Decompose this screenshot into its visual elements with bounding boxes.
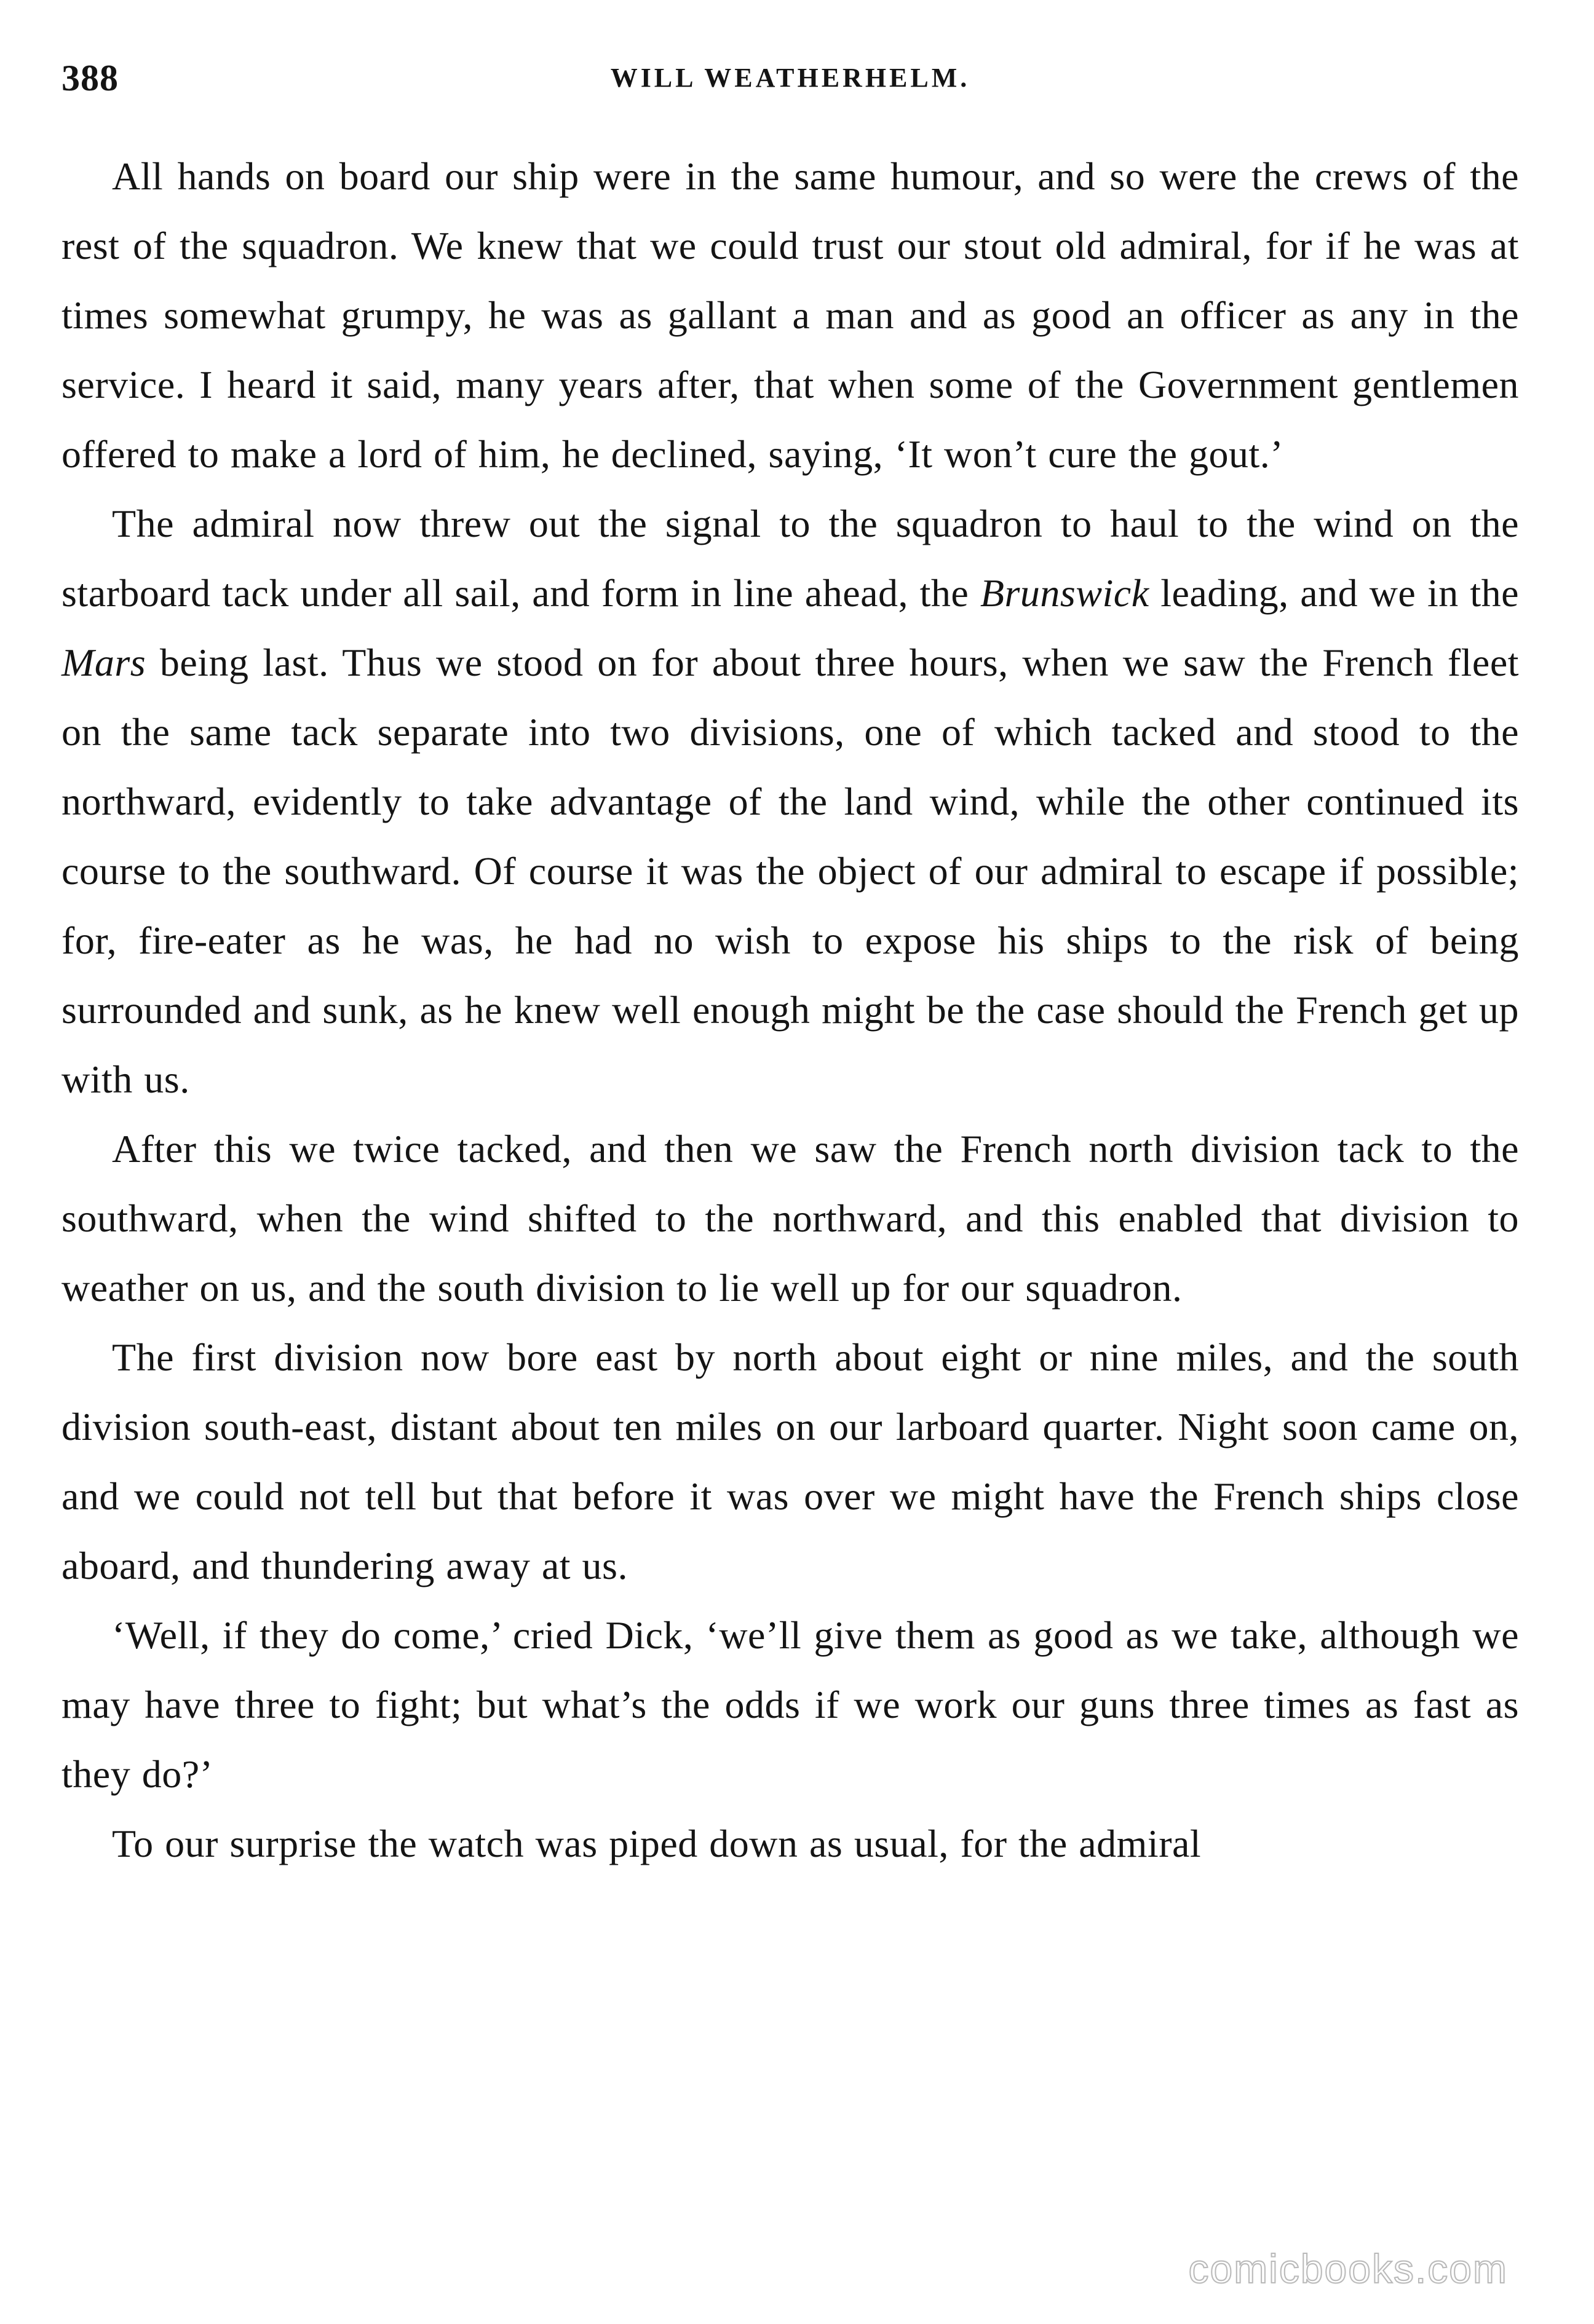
page-number: 388 [61, 58, 119, 98]
paragraph [61, 1322, 1519, 1600]
page-header [61, 50, 1519, 106]
paragraph-text: All hands on board our ship were in the same humour, and so were the crews of the rest of the squadron. We knew that we could trust our stout old admiral, for if he was at times somewhat grumpy, he was as gallant a man and as good an officer as any in the service. I heard it said, many years after, that when some of the Government gentlemen offered to make a lord of him, he declined, saying, ‘It won’t cure the gout.’ [61, 154, 1519, 476]
paragraph-text: ‘Well, if they do come,’ cried Dick, ‘we’ll give them as good as we take, although we may have three to fight; but what’s the odds if we work our guns three times as fast as they do?’ [61, 1613, 1519, 1796]
running-title: WILL WEATHERHELM. [610, 63, 970, 93]
watermark: comicbooks.com [1188, 2246, 1508, 2291]
paragraph-text: The first division now bore east by north about eight or nine miles, and the south division south-east, distant about ten miles on our larboard quarter. Night soon came on, and we could not tell but that before it was over we might have the French ships close aboard, and thundering away at us. [61, 1335, 1519, 1587]
body-text [61, 141, 1519, 1878]
paragraph [61, 489, 1519, 1114]
paragraph [61, 1600, 1519, 1809]
ship-name: Brunswick [980, 571, 1149, 615]
paragraph [61, 1114, 1519, 1322]
ship-name: Mars [61, 641, 146, 684]
paragraph [61, 1809, 1519, 1878]
paragraph-text: being last. Thus we stood on for about three hours, when we saw the French fleet on the same tack separate into two divisions, one of which tacked and stood to the northward, evidently to take advantage of the land wind, while the other continued its course to the southward. Of course it was the object of our admiral to escape if possible; for, fire-eater as he was, he had no wish to expose his ships to the risk of being surrounded and sunk, as he knew well enough might be the case should the French get up with us. [61, 641, 1519, 1101]
paragraph-text: leading, and we in the [1149, 571, 1520, 615]
paragraph-text: After this we twice tacked, and then we saw the French north division tack to the southward, when the wind shifted to the northward, and this enabled that division to weather on us, and the south division to lie well up for our squadron. [61, 1127, 1519, 1310]
paragraph-text: To our surprise the watch was piped down as usual, for the admiral [112, 1822, 1202, 1865]
paragraph [61, 141, 1519, 489]
paragraph-text: The admiral now threw out the signal to the squadron to haul to the wind on the starboard tack under all sail, and form in line ahead, the [61, 502, 1519, 615]
